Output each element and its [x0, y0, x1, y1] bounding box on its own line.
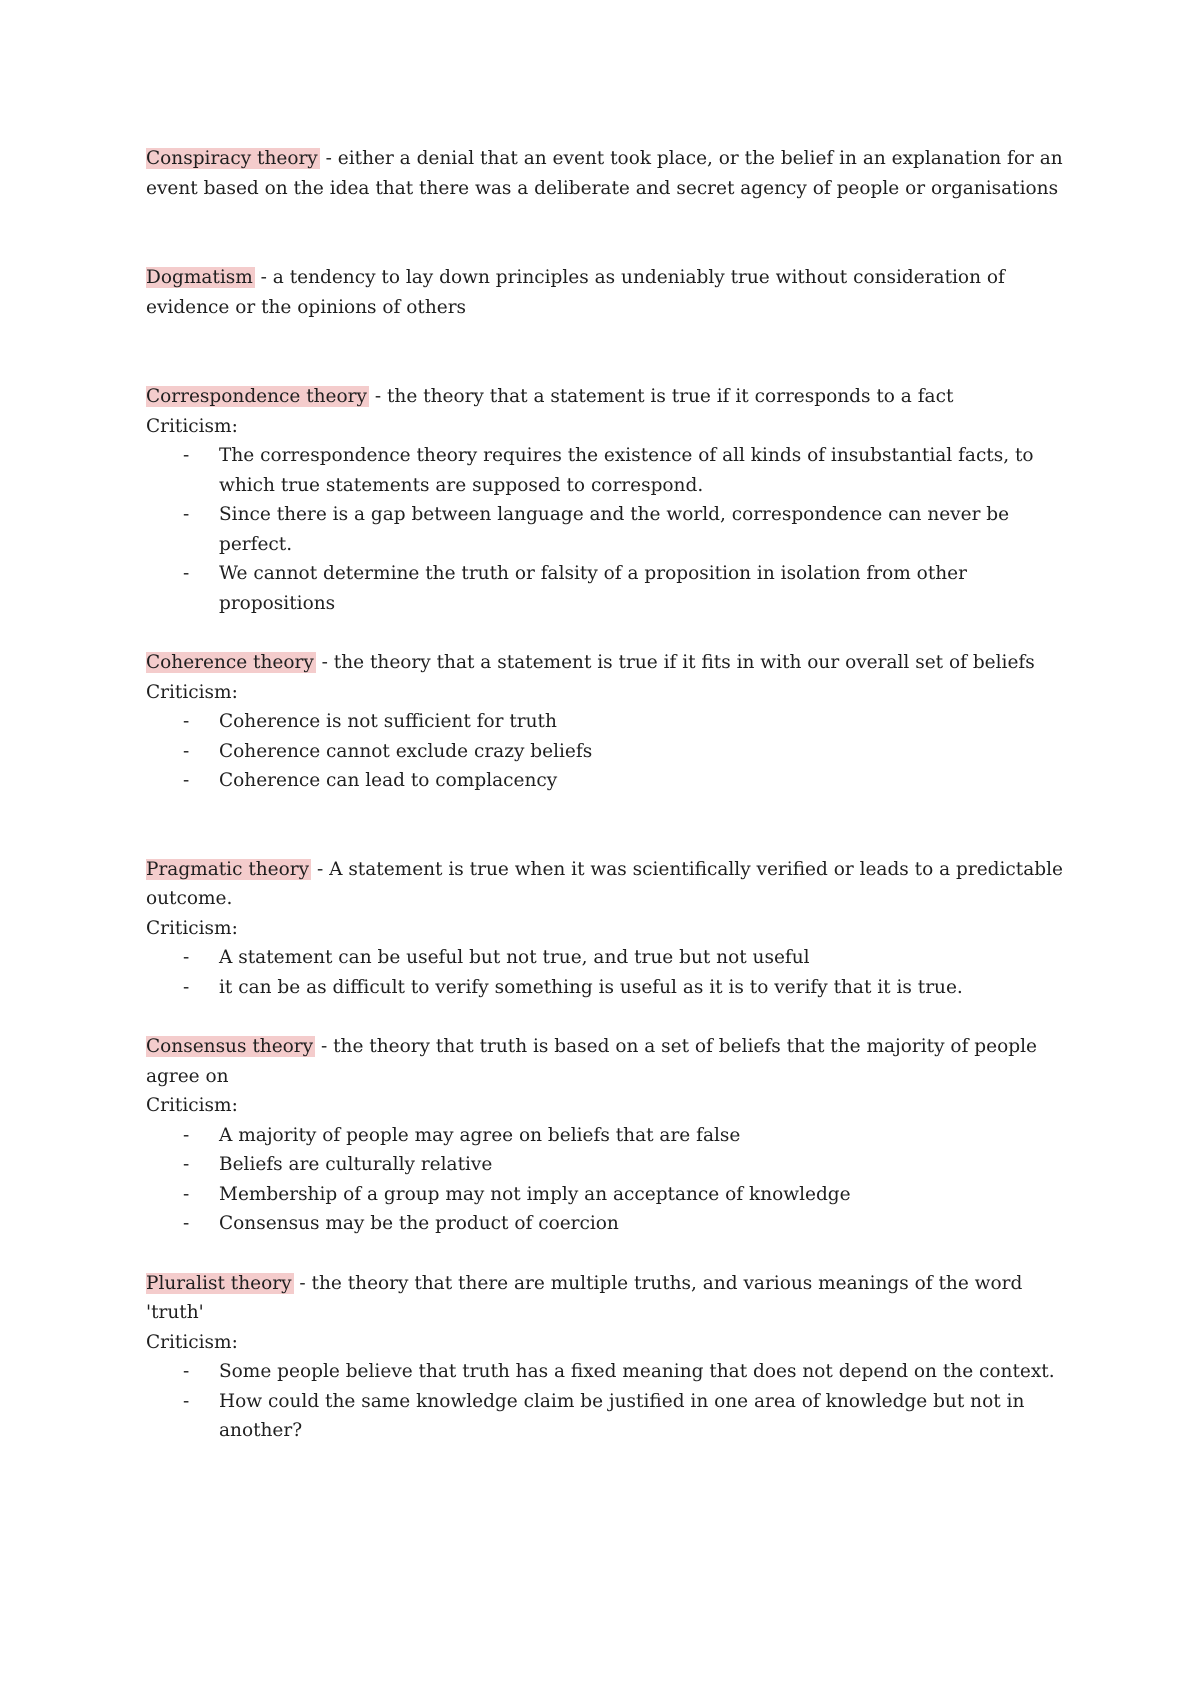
list-item: [146, 559, 1066, 618]
criticism-text: Coherence can lead to complacency: [219, 770, 558, 791]
list-item: [146, 973, 1066, 1003]
document-body: [146, 144, 1066, 1446]
dash-bullet-icon: -: [183, 504, 190, 525]
criticism-list: [146, 943, 1066, 1002]
entry-consensus-theory: [146, 1032, 1066, 1239]
definition-text: - the theory that a statement is true if it corresponds to a fact: [368, 386, 954, 407]
criticism-text: Coherence cannot exclude crazy beliefs: [219, 740, 593, 762]
dash-bullet-icon: -: [183, 947, 190, 968]
term-highlight: Correspondence theory: [146, 386, 367, 407]
dash-bullet-icon: -: [183, 563, 190, 584]
criticism-label: Criticism:: [146, 415, 238, 437]
definition-text: - the theory that there are multiple truths, and various meanings of the word 'truth': [146, 1272, 1023, 1323]
criticism-text: it can be as difficult to verify something is useful as it is to verify that it is true.: [219, 976, 963, 998]
criticism-text: We cannot determine the truth or falsity of a proposition in isolation from other propositions: [219, 563, 967, 614]
dash-bullet-icon: -: [183, 1390, 190, 1412]
entry-dogmatism: [146, 263, 1066, 322]
definition-line: [146, 648, 1066, 678]
dash-bullet-icon: -: [183, 770, 190, 791]
definition-line: [146, 144, 1066, 203]
list-item: [146, 766, 1066, 796]
list-item: [146, 1387, 1066, 1446]
entry-correspondence-theory: [146, 382, 1066, 618]
definition-line: [146, 1269, 1066, 1328]
dash-bullet-icon: -: [183, 1154, 190, 1175]
dash-bullet-icon: -: [183, 1361, 190, 1382]
criticism-text: The correspondence theory requires the existence of all kinds of insubstantial facts, to which true statements are supposed to correspond.: [219, 445, 1034, 496]
dash-bullet-icon: -: [183, 711, 190, 732]
entry-pragmatic-theory: [146, 855, 1066, 1003]
criticism-list: [146, 707, 1066, 796]
list-item: [146, 1180, 1066, 1210]
criticism-text: How could the same knowledge claim be justified in one area of knowledge but not in another?: [219, 1390, 1025, 1441]
criticism-text: A majority of people may agree on beliefs that are false: [219, 1124, 741, 1146]
definition-line: [146, 382, 1066, 412]
criticism-text: Consensus may be the product of coercion: [219, 1213, 619, 1234]
dash-bullet-icon: -: [183, 740, 190, 762]
definition-text: - A statement is true when it was scientifically verified or leads to a predictable outcome.: [146, 858, 1063, 909]
definition-text: - the theory that truth is based on a set of beliefs that the majority of people agree on: [146, 1036, 1037, 1087]
criticism-label: Criticism:: [146, 1095, 238, 1116]
entry-conspiracy-theory: [146, 144, 1066, 203]
criticism-text: Since there is a gap between language and the world, correspondence can never be perfect.: [219, 504, 1010, 555]
term-highlight: Dogmatism: [146, 267, 253, 288]
criticism-text: Membership of a group may not imply an acceptance of knowledge: [219, 1183, 851, 1205]
list-item: [146, 441, 1066, 500]
list-item: [146, 943, 1066, 973]
criticism-label: Criticism:: [146, 1331, 238, 1353]
list-item: [146, 500, 1066, 559]
criticism-text: A statement can be useful but not true, and true but not useful: [219, 947, 810, 968]
dash-bullet-icon: -: [183, 1213, 190, 1234]
term-highlight: Consensus theory: [146, 1036, 314, 1057]
list-item: [146, 737, 1066, 767]
criticism-list: [146, 441, 1066, 618]
criticism-text: Coherence is not sufficient for truth: [219, 711, 557, 732]
definition-text: - the theory that a statement is true if it fits in with our overall set of beliefs: [315, 652, 1035, 673]
definition-line: [146, 1032, 1066, 1091]
criticism-list: [146, 1121, 1066, 1239]
dash-bullet-icon: -: [183, 976, 190, 998]
definition-line: [146, 263, 1066, 322]
list-item: [146, 1357, 1066, 1387]
definition-line: [146, 855, 1066, 914]
term-highlight: Pragmatic theory: [146, 858, 310, 880]
dash-bullet-icon: -: [183, 1183, 190, 1205]
dash-bullet-icon: -: [183, 445, 190, 466]
list-item: [146, 1209, 1066, 1239]
list-item: [146, 1121, 1066, 1151]
definition-text: - a tendency to lay down principles as undeniably true without consideration of evidence or the opinions of others: [146, 267, 1005, 318]
list-item: [146, 1150, 1066, 1180]
criticism-text: Some people believe that truth has a fixed meaning that does not depend on the context.: [219, 1361, 1055, 1382]
criticism-text: Beliefs are culturally relative: [219, 1154, 493, 1175]
term-highlight: Pluralist theory: [146, 1272, 292, 1294]
term-highlight: Coherence theory: [146, 652, 314, 673]
criticism-list: [146, 1357, 1066, 1446]
term-highlight: Conspiracy theory: [146, 148, 318, 169]
definition-text: - either a denial that an event took place, or the belief in an explanation for an event based on the idea that there was a deliberate and secret agency of people or organisations: [146, 148, 1063, 199]
criticism-label: Criticism:: [146, 681, 238, 703]
entry-pluralist-theory: [146, 1269, 1066, 1446]
dash-bullet-icon: -: [183, 1124, 190, 1146]
criticism-label: Criticism:: [146, 917, 238, 939]
list-item: [146, 707, 1066, 737]
entry-coherence-theory: [146, 648, 1066, 796]
